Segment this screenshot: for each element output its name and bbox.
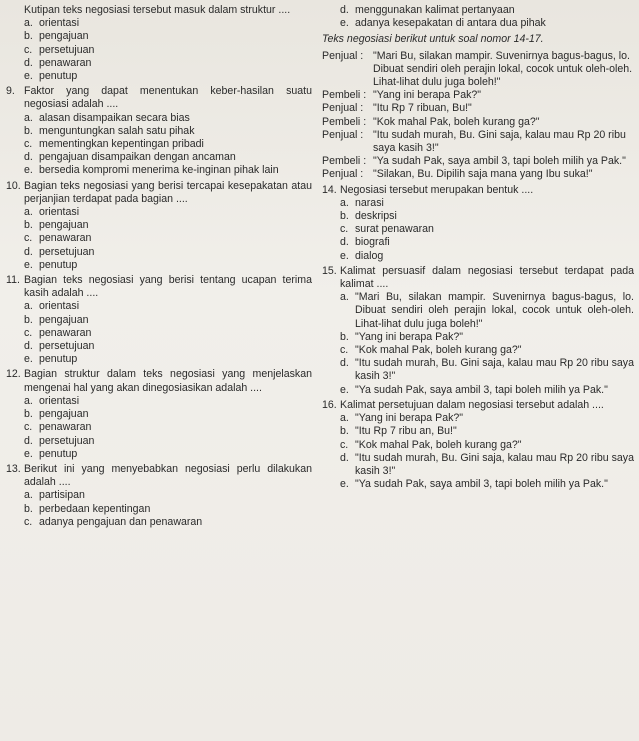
option-text: "Yang ini berapa Pak?" [355,412,464,425]
option-text: orientasi [39,17,80,30]
option-text: orientasi [39,394,80,407]
dialogue-line [322,102,634,115]
dialogue-line [322,116,634,129]
option-label: e. [340,249,349,262]
option-text: menguntungkan salah satu pihak [39,124,195,137]
option-label: e. [24,258,33,271]
option-label: a. [340,291,349,304]
question-13 [6,463,312,529]
option-label: c. [24,515,33,528]
option-label: e. [340,478,349,491]
option-text: perbedaan kepentingan [39,502,151,515]
option-d[interactable] [6,151,312,164]
dialogue-speaker: Pembeli : [322,89,367,102]
option-label: b. [24,502,33,515]
option-text: mementingkan kepentingan pribadi [39,138,204,151]
option-label: a. [24,111,33,124]
option-label: c. [24,43,33,56]
option-d[interactable] [322,452,634,478]
option-c[interactable] [6,421,312,434]
question-number: 9. [6,85,15,98]
option-label: a. [24,17,33,30]
option-label: d. [340,357,349,370]
option-label: c. [340,438,349,451]
option-label: a. [340,196,349,209]
dialogue-line [322,89,634,102]
option-text: pengajuan [39,313,89,326]
option-b[interactable] [6,408,312,421]
option-a[interactable] [6,206,312,219]
option-label: a. [24,300,33,313]
option-label: a. [24,394,33,407]
option-label: b. [24,313,33,326]
question-text: Bagian struktur dalam teks negosiasi yang menjelaskan mengenai hal yang akan dinegosiasikan adalah .... [24,368,312,394]
question-number: 16. [322,398,337,411]
option-text: persetujuan [39,340,95,353]
question-text: Kalimat persuasif dalam negosiasi tersebut terdapat pada kalimat .... [340,264,634,291]
option-text: "Ya sudah Pak, saya ambil 3, tapi boleh milih ya Pak." [355,478,608,491]
option-c[interactable] [322,439,634,452]
option-c[interactable] [6,44,312,57]
option-b[interactable] [6,30,312,43]
option-label: d. [340,4,349,16]
option-text: penutup [39,353,78,366]
option-a[interactable] [6,112,312,125]
option-label: e. [24,164,33,177]
option-d[interactable] [322,236,634,249]
option-e[interactable] [6,164,312,177]
option-c[interactable] [6,327,312,340]
option-text: adanya pengajuan dan penawaran [39,515,203,528]
option-text: narasi [355,196,384,209]
option-label: a. [24,489,33,502]
option-d[interactable] [6,246,312,259]
intro-question [6,4,312,83]
option-text: persetujuan [39,245,95,258]
option-label: a. [340,412,349,425]
question-text: Bagian teks negosiasi yang berisi tentang ucapan terima kasih adalah .... [24,274,312,300]
question-text: Bagian teks negosiasi yang berisi tercapai kesepakatan atau perjanjian terdapat pada bagian .... [24,179,312,205]
option-label: d. [24,245,33,258]
dialogue-text: "Ya sudah Pak, saya ambil 3, tapi boleh milih ya Pak." [373,155,626,168]
option-e[interactable] [6,448,312,461]
option-label: e. [340,17,349,30]
option-e[interactable] [322,17,634,30]
option-b[interactable] [6,125,312,138]
option-d[interactable] [6,340,312,353]
option-text: alasan disampaikan secara bias [39,111,190,124]
option-label: d. [24,151,33,164]
option-text: penawaran [39,232,92,245]
option-e[interactable] [322,384,634,397]
option-text: penutup [39,70,78,83]
left-column [6,4,312,529]
option-label: d. [24,434,33,447]
option-label: d. [340,451,349,464]
option-text: "Itu sudah murah, Bu. Gini saja, kalau mau Rp 20 ribu saya kasih 3!" [355,357,634,383]
option-text: pengajuan disampaikan dengan ancaman [39,151,236,164]
option-label: b. [340,210,349,223]
option-text: "Itu sudah murah, Bu. Gini saja, kalau mau Rp 20 ribu saya kasih 3!" [355,451,634,477]
option-a[interactable] [322,197,634,210]
option-text: penawaran [39,326,92,339]
option-text: surat penawaran [355,223,434,236]
option-d[interactable] [322,357,634,383]
dialogue-text: "Itu sudah murah, Bu. Gini saja, kalau mau Rp 20 ribu saya kasih 3!" [373,128,626,155]
option-a[interactable] [6,17,312,30]
option-label: e. [24,70,33,83]
option-label: d. [24,56,33,69]
option-b[interactable] [6,314,312,327]
dialogue-line [322,50,634,90]
question-number: 13. [6,462,21,475]
dialogue-text: "Kok mahal Pak, boleh kurang ga?" [373,115,540,128]
option-text: "Mari Bu, silakan mampir. Suvenirnya bagus-bagus, lo. Dibuat sendiri oleh perajin lokal, cocok untuk oleh-oleh. Lihat-lihat dulu juga boleh!" [355,291,634,330]
option-d[interactable] [6,435,312,448]
question-text: Faktor yang dapat menentukan keber-hasilan suatu negosiasi adalah .... [24,85,312,111]
question-14 [322,184,634,263]
dialogue-text: "Yang ini berapa Pak?" [373,89,482,102]
option-b[interactable] [322,210,634,223]
option-c[interactable] [6,138,312,151]
option-a[interactable] [6,489,312,502]
question-text: Kalimat persetujuan dalam negosiasi tersebut adalah .... [340,398,604,411]
dialogue-line [322,155,634,168]
option-text: dialog [355,249,384,262]
option-label: d. [24,340,33,353]
question-number: 14. [322,183,337,196]
option-text: menggunakan kalimat pertanyaan [355,4,515,16]
option-text: "Yang ini berapa Pak?" [355,330,464,343]
option-label: c. [24,138,33,151]
option-c[interactable] [6,516,312,529]
option-label: b. [24,30,33,43]
intro-question-continued [322,4,634,30]
option-text: penutup [39,447,78,460]
option-label: c. [340,344,349,357]
option-c[interactable] [322,223,634,236]
option-label: b. [24,408,33,421]
option-b[interactable] [6,219,312,232]
option-e[interactable] [322,250,634,263]
option-text: "Kok mahal Pak, boleh kurang ga?" [355,344,522,357]
option-text: deskripsi [355,210,397,223]
question-number: 12. [6,368,21,381]
question-text: Berikut ini yang menyebabkan negosiasi perlu dilakukan adalah .... [24,462,312,489]
option-e[interactable] [6,259,312,272]
option-text: "Kok mahal Pak, boleh kurang ga?" [355,438,522,451]
option-text: "Ya sudah Pak, saya ambil 3, tapi boleh milih ya Pak." [355,383,608,396]
option-text: pengajuan [39,219,89,232]
option-text: penawaran [39,56,92,69]
option-a[interactable] [6,395,312,408]
question-text: Negosiasi tersebut merupakan bentuk .... [340,183,534,196]
dialogue-speaker: Pembeli : [322,115,367,128]
dialogue-speaker: Penjual : [322,102,364,115]
option-b[interactable] [322,331,634,344]
option-label: b. [24,124,33,137]
option-label: e. [24,353,33,366]
question-10 [6,180,312,272]
dialogue-text: "Itu Rp 7 ribuan, Bu!" [373,102,472,115]
dialogue-speaker: Penjual : [322,49,364,62]
option-a[interactable] [6,300,312,313]
option-label: c. [24,232,33,245]
option-text: orientasi [39,300,80,313]
option-d[interactable] [6,57,312,70]
option-e[interactable] [6,70,312,83]
option-text: pengajuan [39,30,89,43]
option-text: penawaran [39,421,92,434]
option-label: a. [24,206,33,219]
option-text: persetujuan [39,434,95,447]
option-label: b. [24,219,33,232]
option-text: penutup [39,258,78,271]
question-number: 15. [322,264,337,277]
option-text: partisipan [39,489,85,502]
option-c[interactable] [6,232,312,245]
option-text: adanya kesepakatan di antara dua pihak [355,17,546,30]
option-label: b. [340,425,349,438]
dialogue-line [322,129,634,155]
option-b[interactable] [6,503,312,516]
option-b[interactable] [322,425,634,438]
dialogue-speaker: Pembeli : [322,155,367,168]
dialogue-speaker: Penjual : [322,168,364,181]
option-text: orientasi [39,206,80,219]
question-15 [322,265,634,397]
option-text: bersedia kompromi menerima ke-inginan pihak lain [39,164,279,177]
option-text: "Itu Rp 7 ribu an, Bu!" [355,425,457,438]
option-label: e. [340,383,349,396]
question-11 [6,274,312,366]
question-number: 11. [6,274,20,287]
dialogue-text: "Mari Bu, silakan mampir. Suvenirnya bagus-bagus, lo. Dibuat sendiri oleh perajin lokal, cocok untuk oleh-oleh. Lihat-lihat dulu juga boleh!" [373,49,633,89]
option-label: e. [24,447,33,460]
dialogue-text: "Silakan, Bu. Dipilih saja mana yang Ibu suka!" [373,168,593,181]
question-16 [322,399,634,491]
option-a[interactable] [322,412,634,425]
intro-question-text: Kutipan teks negosiasi tersebut masuk dalam struktur .... [24,4,291,16]
question-9 [6,85,312,177]
option-label: c. [340,223,349,236]
option-text: pengajuan [39,408,89,421]
option-d[interactable] [322,4,634,17]
negotiation-passage [322,33,634,181]
option-text: persetujuan [39,43,95,56]
option-label: c. [24,421,33,434]
right-column [322,4,634,491]
option-e[interactable] [322,478,634,491]
option-label: c. [24,326,33,339]
option-label: b. [340,330,349,343]
option-text: biografi [355,236,390,249]
dialogue-line [322,168,634,181]
question-number: 10. [6,179,21,192]
question-12 [6,368,312,460]
option-a[interactable] [322,291,634,331]
option-e[interactable] [6,353,312,366]
dialogue-speaker: Penjual : [322,128,364,141]
passage-heading: Teks negosiasi berikut untuk soal nomor 14-17. [322,33,544,46]
option-label: d. [340,236,349,249]
option-c[interactable] [322,344,634,357]
